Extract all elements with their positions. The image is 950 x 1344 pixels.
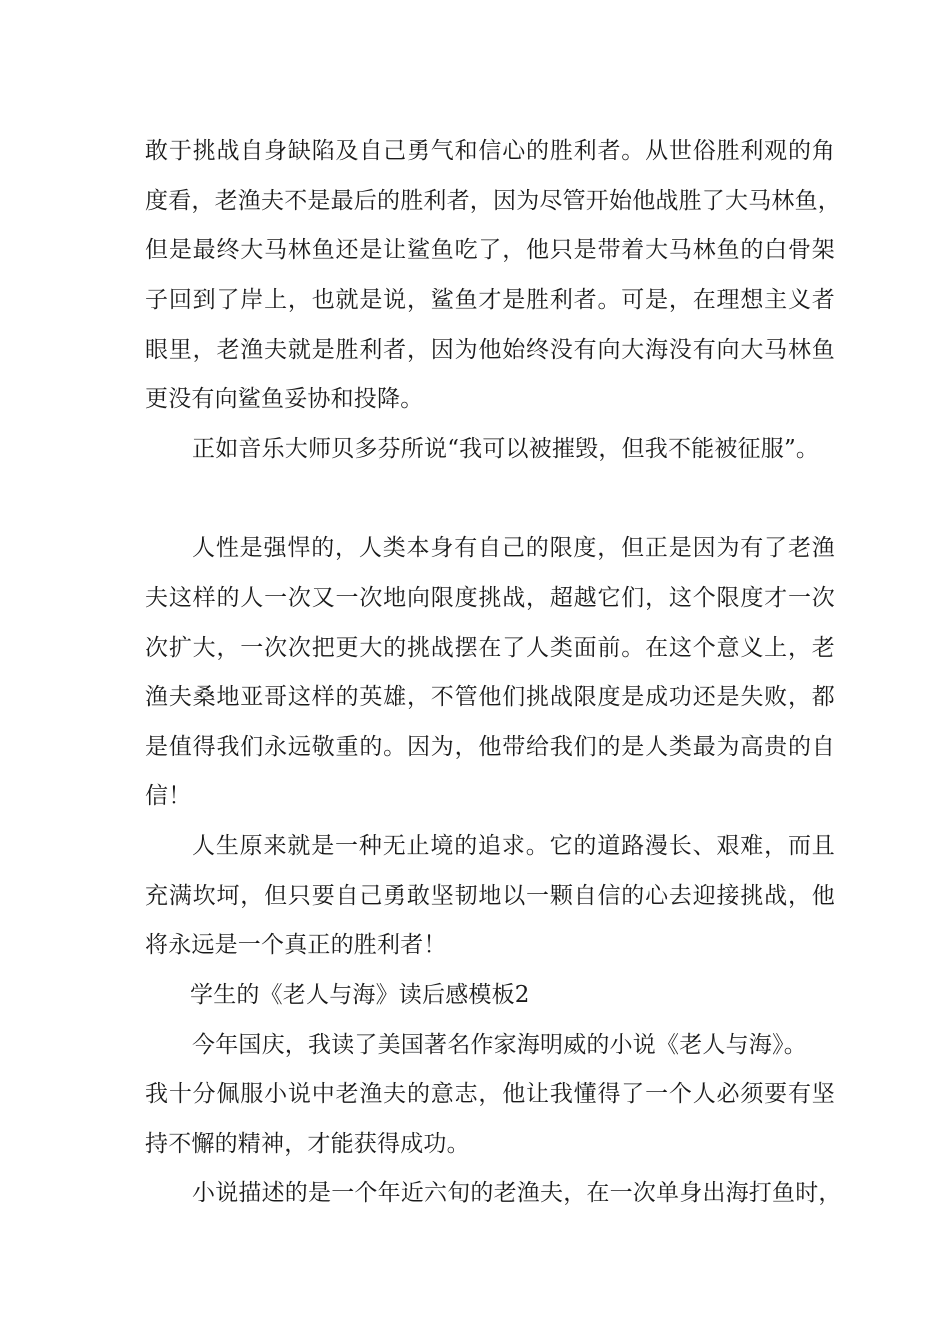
text-line: 敢于挑战自身缺陷及自己勇气和信心的胜利者。从世俗胜利观的角: [145, 138, 835, 164]
text-line: 人生原来就是一种无止境的追求。它的道路漫长、艰难，而且: [192, 833, 835, 859]
text-line: 小说描述的是一个年近六旬的老渔夫，在一次单身出海打鱼时，: [192, 1180, 842, 1206]
text-line: 持不懈的精神，才能获得成功。: [145, 1131, 470, 1157]
text-line: 子回到了岸上，也就是说，鲨鱼才是胜利者。可是，在理想主义者: [145, 287, 835, 313]
text-line: 正如音乐大师贝多芬所说“我可以被摧毁，但我不能被征服”。: [192, 436, 820, 462]
text-line: 度看，老渔夫不是最后的胜利者，因为尽管开始他战胜了大马林鱼，: [145, 188, 841, 214]
text-line: 夫这样的人一次又一次地向限度挑战，超越它们，这个限度才一次: [145, 585, 835, 611]
section-heading: 学生的《老人与海》读后感模板2: [190, 982, 530, 1008]
text-line: 渔夫桑地亚哥这样的英雄，不管他们挑战限度是成功还是失败，都: [145, 684, 835, 710]
text-line: 信！: [145, 783, 192, 809]
text-line: 次扩大，一次次把更大的挑战摆在了人类面前。在这个意义上，老: [145, 635, 835, 661]
text-line: 将永远是一个真正的胜利者！: [145, 932, 447, 958]
text-line: 但是最终大马林鱼还是让鲨鱼吃了，他只是带着大马林鱼的白骨架: [145, 237, 835, 263]
text-line: 我十分佩服小说中老渔夫的意志，他让我懂得了一个人必须要有坚: [145, 1081, 835, 1107]
text-line: 今年国庆，我读了美国著名作家海明威的小说《老人与海》。: [192, 1032, 807, 1058]
text-line: 眼里，老渔夫就是胜利者，因为他始终没有向大海没有向大马林鱼: [145, 337, 835, 363]
text-line: 充满坎坷，但只要自己勇敢坚韧地以一颗自信的心去迎接挑战，他: [145, 883, 835, 909]
text-line: 更没有向鲨鱼妥协和投降。: [145, 386, 424, 412]
text-line: 人性是强悍的，人类本身有自己的限度，但正是因为有了老渔: [192, 535, 835, 561]
text-line: 是值得我们永远敬重的。因为，他带给我们的是人类最为高贵的自: [145, 734, 835, 760]
